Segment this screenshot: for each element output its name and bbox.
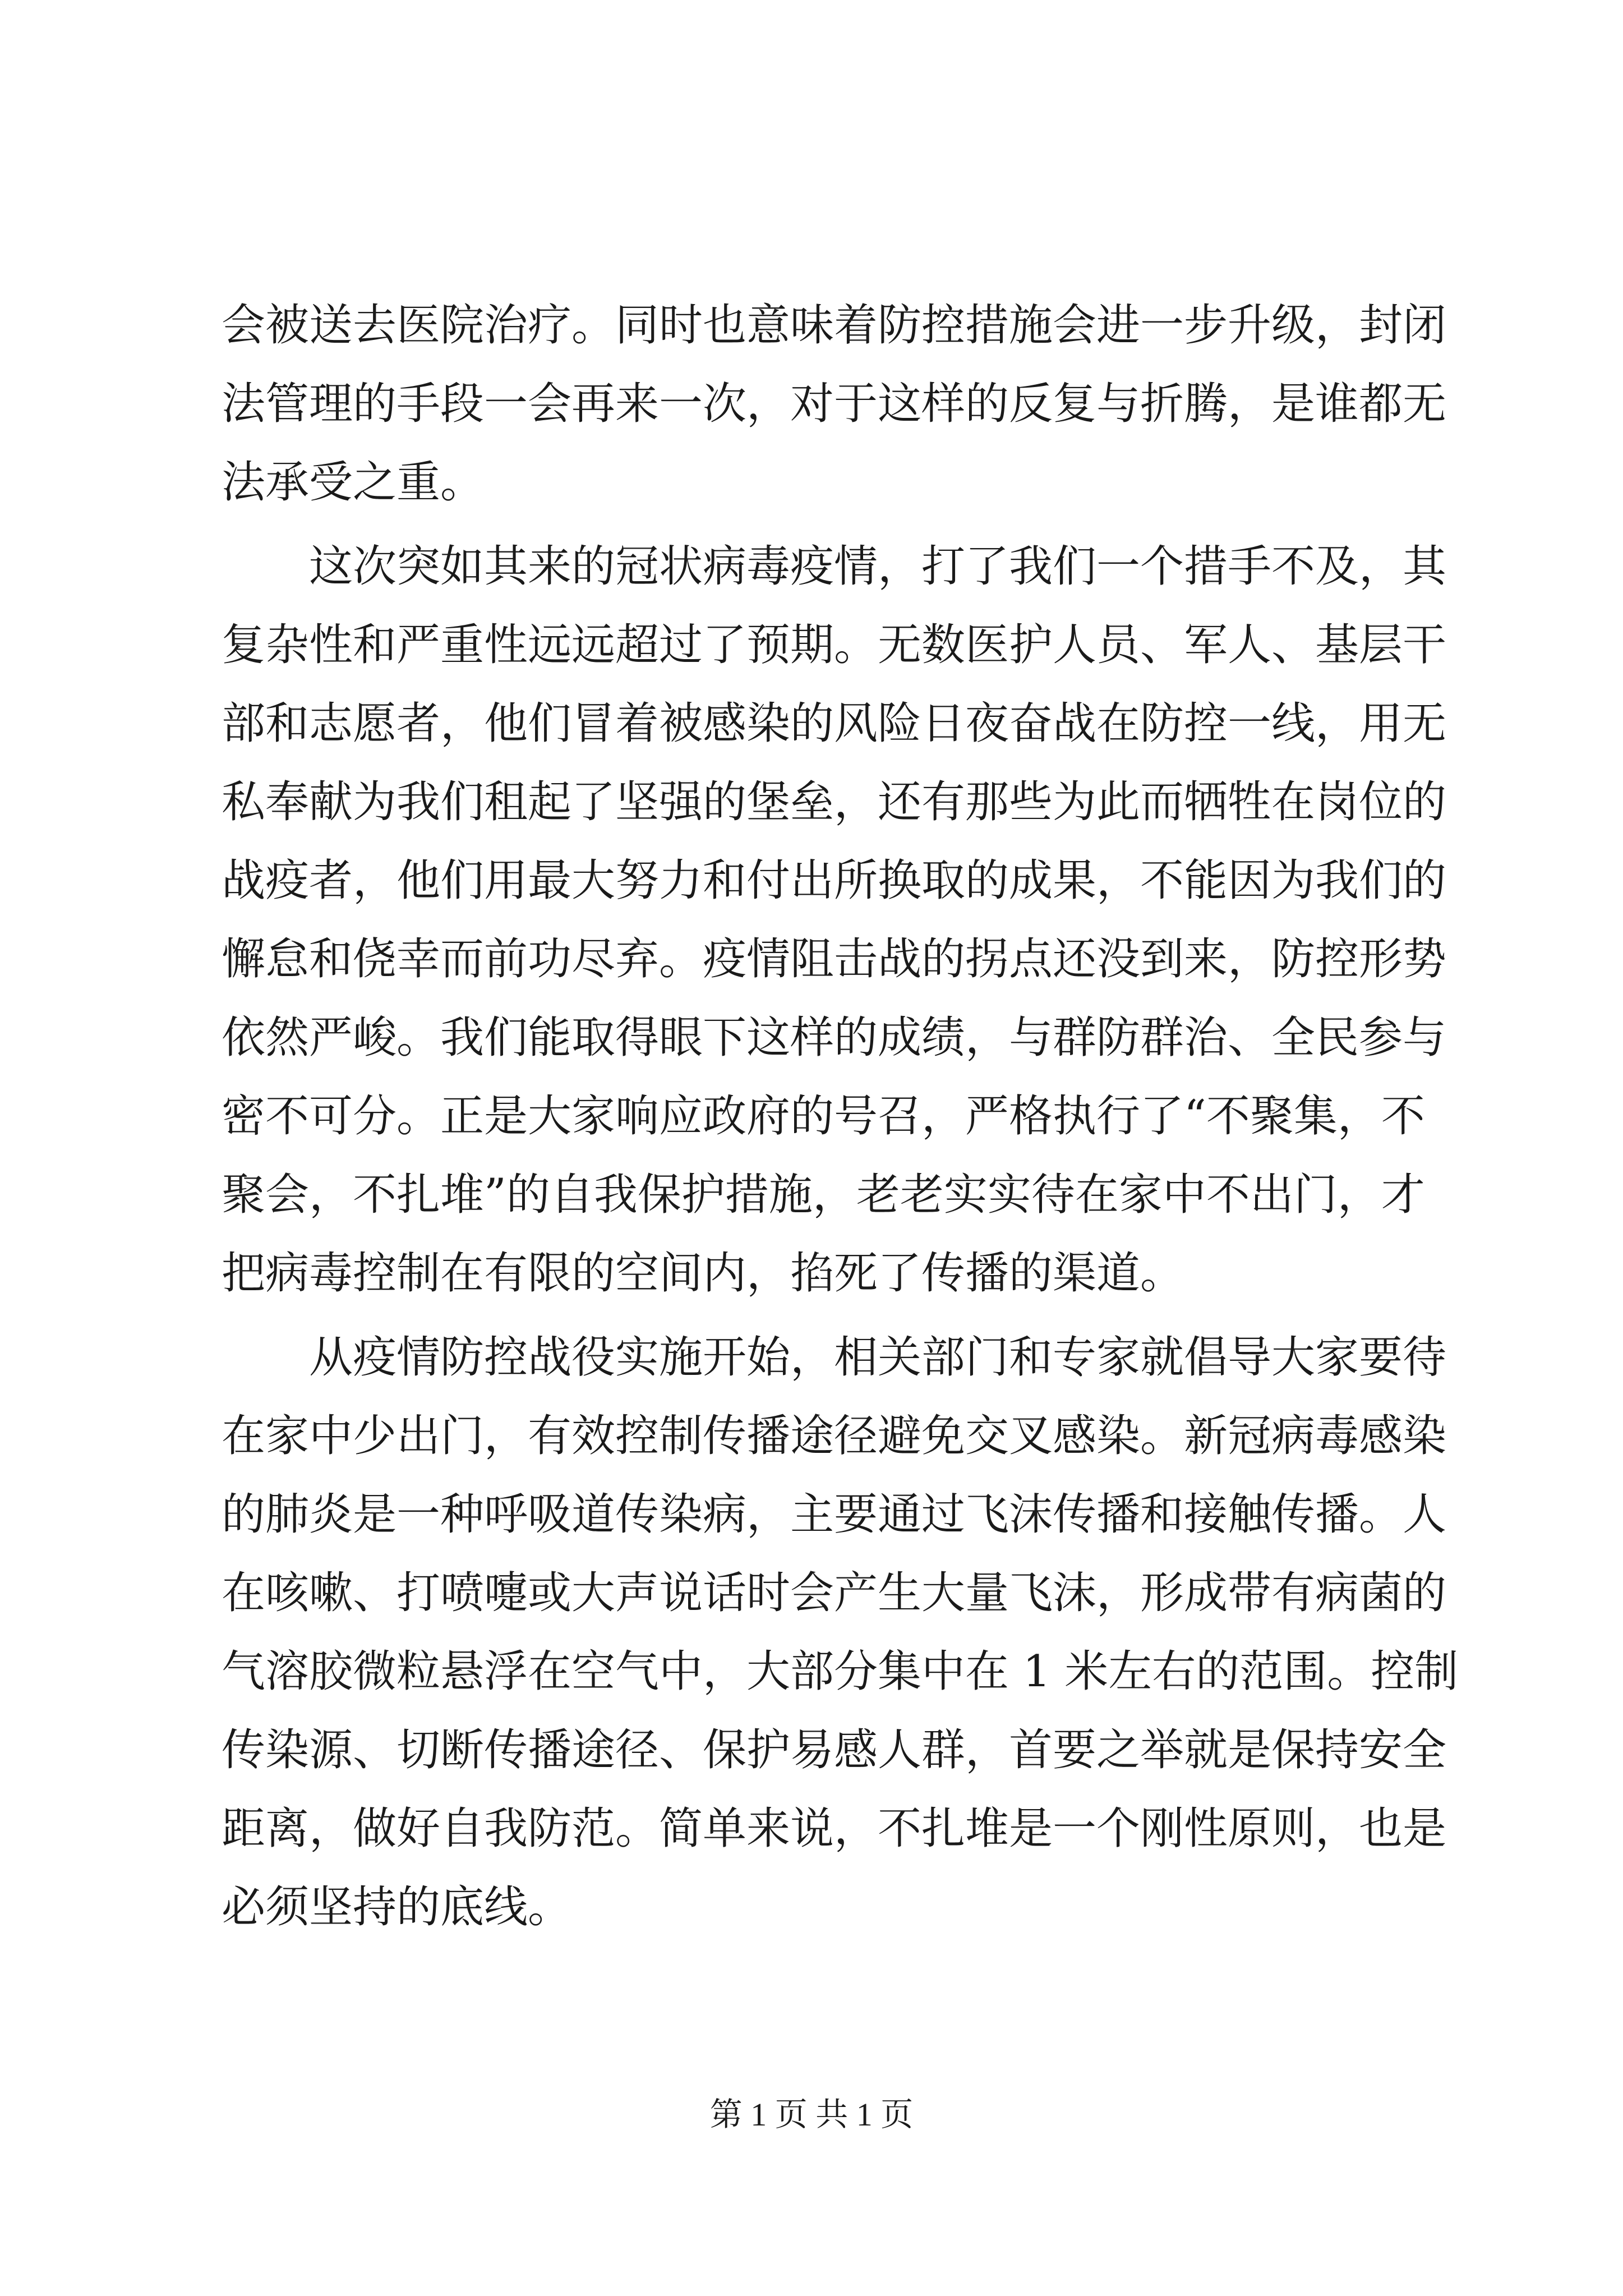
text-line: 在咳嗽、打喷嚏或大声说话时会产生大量飞沫，形成带有病菌的	[222, 1568, 1447, 1618]
text-line: 在家中少出门，有效控制传播途径避免交叉感染。新冠病毒感染	[222, 1411, 1447, 1461]
paragraph-first-line: 从疫情防控战役实施开始，相关部门和专家就倡导大家要待	[309, 1332, 1447, 1383]
text-line: 法管理的手段一会再来一次，对于这样的反复与折腾，是谁都无	[222, 379, 1447, 429]
text-line: 密不可分。正是大家响应政府的号召，严格执行了“不聚集，不	[222, 1091, 1425, 1142]
paragraph-first-line: 这次突如其来的冠状病毒疫情，打了我们一个措手不及，其	[309, 541, 1447, 592]
text-line: 私奉献为我们租起了坚强的堡垒，还有那些为此而牺牲在岗位的	[222, 777, 1447, 827]
page-footer: 第 1 页 共 1 页	[709, 2096, 914, 2133]
text-line: 战疫者，他们用最大努力和付出所换取的成果，不能因为我们的	[222, 855, 1447, 906]
text-line: 复杂性和严重性远远超过了预期。无数医护人员、军人、基层干	[222, 620, 1447, 670]
text-line: 必须坚持的底线。	[222, 1882, 572, 1932]
text-line: 气溶胶微粒悬浮在空气中，大部分集中在 1 米左右的范围。控制	[222, 1646, 1459, 1697]
text-line: 传染源、切断传播途径、保护易感人群，首要之举就是保持安全	[222, 1725, 1447, 1775]
text-line: 部和志愿者，他们冒着被感染的风险日夜奋战在防控一线，用无	[222, 698, 1447, 749]
text-line: 懈怠和侥幸而前功尽弃。疫情阻击战的拐点还没到来，防控形势	[222, 934, 1447, 984]
text-line: 聚会，不扎堆”的自我保护措施，老老实实待在家中不出门，才	[222, 1170, 1425, 1220]
text-line: 把病毒控制在有限的空间内，掐死了传播的渠道。	[222, 1248, 1184, 1299]
text-line: 法承受之重。	[222, 457, 485, 508]
text-line: 的肺炎是一种呼吸道传染病，主要通过飞沫传播和接触传播。人	[222, 1489, 1447, 1540]
text-line: 会被送去医院治疗。同时也意味着防控措施会进一步升级，封闭	[222, 300, 1447, 351]
text-line: 依然严峻。我们能取得眼下这样的成绩，与群防群治、全民参与	[222, 1013, 1447, 1063]
text-line: 距离，做好自我防范。简单来说，不扎堆是一个刚性原则，也是	[222, 1803, 1447, 1854]
